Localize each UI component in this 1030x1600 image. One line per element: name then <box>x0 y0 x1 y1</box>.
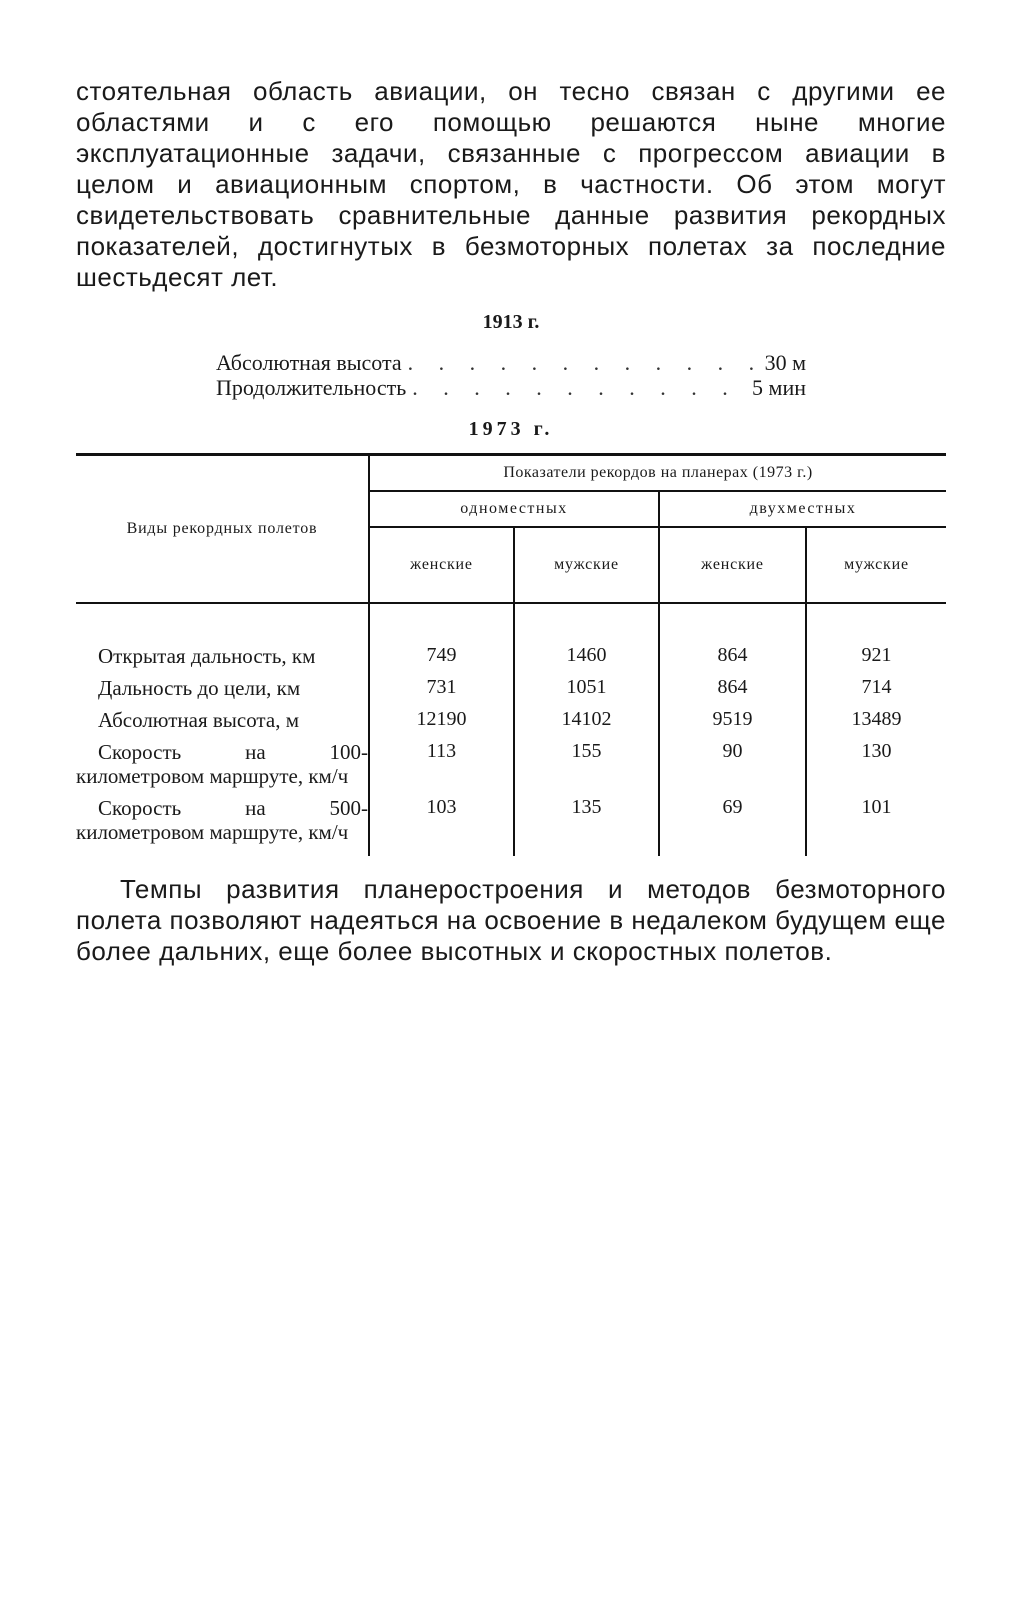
record-kind-cell <box>76 700 369 732</box>
value-cell: 90 <box>659 732 806 788</box>
value-cell: 103 <box>369 788 514 856</box>
leader-dots <box>408 350 759 375</box>
records-1913-list <box>216 350 806 400</box>
record-kind: Абсолютная высота, м <box>98 708 299 732</box>
value-cell: 731 <box>369 668 514 700</box>
document-page <box>76 76 946 967</box>
record-kind-cell <box>76 788 369 856</box>
subcolumn-header: мужские <box>806 527 946 603</box>
record-1913-label: Продолжительность <box>216 375 407 400</box>
value-cell: 13489 <box>806 700 946 732</box>
spacer-cell <box>76 603 369 636</box>
group-header-two-seat: двухместных <box>659 491 946 527</box>
heading-1913: 1913 г. <box>482 311 540 333</box>
heading-1973: 1973 г. <box>468 418 554 440</box>
leader-dots <box>412 375 746 400</box>
table-row <box>76 668 946 700</box>
group-header-single-seat: одноместных <box>369 491 659 527</box>
closing-paragraph: Темпы развития планеростроения и методов безмоторного полета позволяют надеяться на освоение в недалеком будущем еще более дальних, еще более высотных и скоростных полетов. <box>76 874 946 966</box>
value-cell: 69 <box>659 788 806 856</box>
value-cell: 135 <box>514 788 659 856</box>
table-spacer-row <box>76 603 946 636</box>
record-1913-value: 30 м <box>764 350 806 375</box>
record-1913-value: 5 мин <box>752 375 806 400</box>
value-cell: 101 <box>806 788 946 856</box>
record-kind: Скорость на 500-километровом маршруте, км/ч <box>76 796 368 844</box>
table-row <box>76 636 946 668</box>
value-cell: 921 <box>806 636 946 668</box>
record-kind-cell <box>76 636 369 668</box>
main-column-header: Показатели рекордов на планерах (1973 г.) <box>369 455 946 492</box>
table-row <box>76 788 946 856</box>
value-cell: 155 <box>514 732 659 788</box>
value-cell: 864 <box>659 636 806 668</box>
value-cell: 113 <box>369 732 514 788</box>
spacer-cell <box>369 603 514 636</box>
record-1913-row <box>216 375 806 400</box>
table-row <box>76 732 946 788</box>
value-cell: 14102 <box>514 700 659 732</box>
value-cell: 864 <box>659 668 806 700</box>
value-cell: 130 <box>806 732 946 788</box>
value-cell: 1460 <box>514 636 659 668</box>
record-kind: Дальность до цели, км <box>98 676 301 700</box>
value-cell: 749 <box>369 636 514 668</box>
value-cell: 12190 <box>369 700 514 732</box>
subcolumn-header: мужские <box>514 527 659 603</box>
value-cell: 714 <box>806 668 946 700</box>
intro-paragraph: стоятельная область авиации, он тесно связан с другими ее областями и с его помощью решаются ныне многие эксплуатационные задачи, связанные с прогрессом авиации в целом и авиационным спортом, в частности. Об этом могут свидетельствовать сравнительные данные развития рекордных показателей, достигнутых в безмоторных полетах за последние шестьдесят лет. <box>76 76 946 292</box>
value-cell: 1051 <box>514 668 659 700</box>
record-kind: Скорость на 100-километровом маршруте, км/ч <box>76 740 368 788</box>
subcolumn-header: женские <box>369 527 514 603</box>
record-kind-cell <box>76 732 369 788</box>
record-kind-cell <box>76 668 369 700</box>
spacer-cell <box>659 603 806 636</box>
record-1913-label: Абсолютная высота <box>216 350 402 375</box>
table-row <box>76 700 946 732</box>
record-1913-row <box>216 350 806 375</box>
record-kind: Открытая дальность, км <box>98 644 316 668</box>
subcolumn-header: женские <box>659 527 806 603</box>
spacer-cell <box>514 603 659 636</box>
row-header: Виды рекордных полетов <box>76 455 369 604</box>
value-cell: 9519 <box>659 700 806 732</box>
spacer-cell <box>806 603 946 636</box>
records-1973-table <box>76 453 946 856</box>
